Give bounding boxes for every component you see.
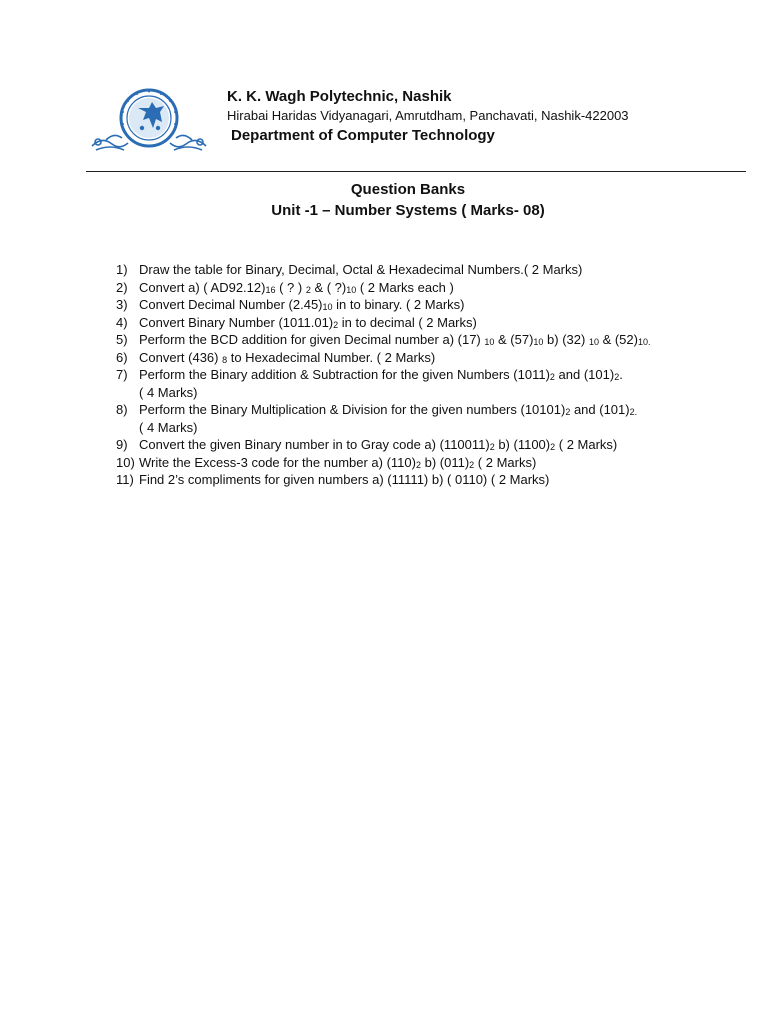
- question-text: [139, 332, 650, 347]
- question-text-part: b) (1100): [494, 437, 551, 452]
- number-base-subscript: 2: [305, 284, 311, 295]
- number-base-subscript: 2: [614, 372, 620, 382]
- question-text-part: Convert Decimal Number (2.45): [139, 297, 323, 312]
- number-base-subscript: 2: [565, 407, 571, 417]
- question-text: [139, 402, 637, 417]
- department-name: Department of Computer Technology: [231, 127, 495, 144]
- question-text-part: and (101): [554, 367, 615, 382]
- question-text-part: b) (011): [421, 454, 470, 470]
- question-text-part: Draw the table for Binary, Decimal, Octal & Hexadecimal Numbers.( 2 Marks): [139, 262, 583, 277]
- question-text-part: and (101): [570, 402, 630, 417]
- question-text: [139, 367, 623, 382]
- number-base-subscript: 8: [222, 354, 228, 365]
- number-base-subscript: 10: [322, 302, 333, 312]
- institution-logo-icon: [86, 86, 212, 156]
- number-base-subscript: 2: [550, 442, 556, 452]
- number-base-subscript: 10: [346, 284, 357, 295]
- question-text-part: in to binary. ( 2 Marks): [332, 297, 465, 312]
- question-number: 4): [116, 314, 128, 330]
- unit-title: Unit -1 – Number Systems ( Marks- 08): [271, 202, 545, 219]
- question-text-part: & ( ?): [310, 279, 347, 295]
- question-text-part: ( 2 Marks): [474, 454, 537, 470]
- question-text-part: to Hexadecimal Number. ( 2 Marks): [227, 349, 436, 365]
- number-base-subscript: 10: [484, 337, 495, 347]
- question-text-part: Find 2’s compliments for given numbers a) (11111) b) ( 0110) ( 2 Marks): [139, 472, 550, 487]
- question-number: 2): [116, 279, 128, 295]
- question-list: [116, 261, 746, 489]
- question-text-part: Write the Excess-3 code for the number a) (110): [139, 454, 416, 470]
- number-base-subscript: 10.: [637, 337, 651, 347]
- question-text: [139, 472, 549, 487]
- institution-name: K. K. Wagh Polytechnic, Nashik: [227, 88, 452, 105]
- question-number: 3): [116, 297, 128, 312]
- question-item: [116, 454, 746, 472]
- question-text-part: Convert Binary Number (1011.01): [139, 314, 334, 330]
- question-text-part: Convert a) ( AD92.12): [139, 279, 266, 295]
- question-text-part: ( 2 Marks): [555, 437, 618, 452]
- question-text: [139, 350, 435, 365]
- question-text: [139, 262, 582, 277]
- question-number: 10): [116, 454, 135, 470]
- header-divider: [86, 171, 746, 172]
- question-number: 6): [116, 349, 128, 365]
- question-text-part: Perform the Binary Multiplication & Division for the given numbers (10101): [139, 402, 566, 417]
- question-item: [116, 436, 746, 454]
- number-base-subscript: 2: [469, 459, 475, 470]
- question-number: 11): [116, 472, 134, 487]
- question-item: [116, 366, 746, 401]
- question-number: 8): [116, 402, 128, 417]
- number-base-subscript: 2: [333, 319, 339, 330]
- question-text-part: in to decimal ( 2 Marks): [338, 314, 477, 330]
- question-marks-continuation: ( 4 Marks): [139, 419, 198, 435]
- question-marks-continuation: ( 4 Marks): [139, 384, 198, 400]
- question-item: [116, 401, 746, 436]
- number-base-subscript: 10: [533, 337, 544, 347]
- question-item: [116, 279, 746, 297]
- number-base-subscript: 2.: [629, 407, 638, 417]
- institution-address: Hirabai Haridas Vidyanagari, Amrutdham, Panchavati, Nashik-422003: [227, 108, 629, 123]
- question-text: [139, 455, 536, 470]
- question-text-part: Perform the Binary addition & Subtraction for the given Numbers (1011): [139, 367, 550, 382]
- question-number: 7): [116, 367, 128, 382]
- question-text-part: Perform the BCD addition for given Decimal number a) (17): [139, 332, 485, 347]
- question-item: [116, 296, 746, 314]
- number-base-subscript: 2: [489, 442, 495, 452]
- question-text: [139, 315, 477, 330]
- question-item: [116, 331, 746, 349]
- question-text: [139, 280, 454, 295]
- question-text-part: .: [619, 367, 623, 382]
- number-base-subscript: 2: [549, 372, 555, 382]
- document-title: Question Banks: [350, 181, 466, 198]
- number-base-subscript: 10: [588, 337, 599, 347]
- number-base-subscript: 16: [265, 284, 276, 295]
- question-text-part: Convert (436): [139, 349, 223, 365]
- question-text-part: ( ? ): [275, 279, 306, 295]
- number-base-subscript: 2: [415, 459, 421, 470]
- question-text-part: Convert the given Binary number in to Gray code a) (110011): [139, 437, 490, 452]
- question-number: 9): [116, 437, 128, 452]
- question-item: [116, 261, 746, 279]
- question-text-part: & (57): [494, 332, 534, 347]
- question-item: [116, 349, 746, 367]
- question-number: 1): [116, 262, 128, 277]
- question-item: [116, 471, 746, 489]
- question-text-part: b) (32): [543, 332, 589, 347]
- question-number: 5): [116, 332, 128, 347]
- question-text-part: ( 2 Marks each ): [356, 279, 454, 295]
- question-item: [116, 314, 746, 332]
- question-text: [139, 437, 617, 452]
- question-text-part: & (52): [598, 332, 638, 347]
- question-text: [139, 297, 465, 312]
